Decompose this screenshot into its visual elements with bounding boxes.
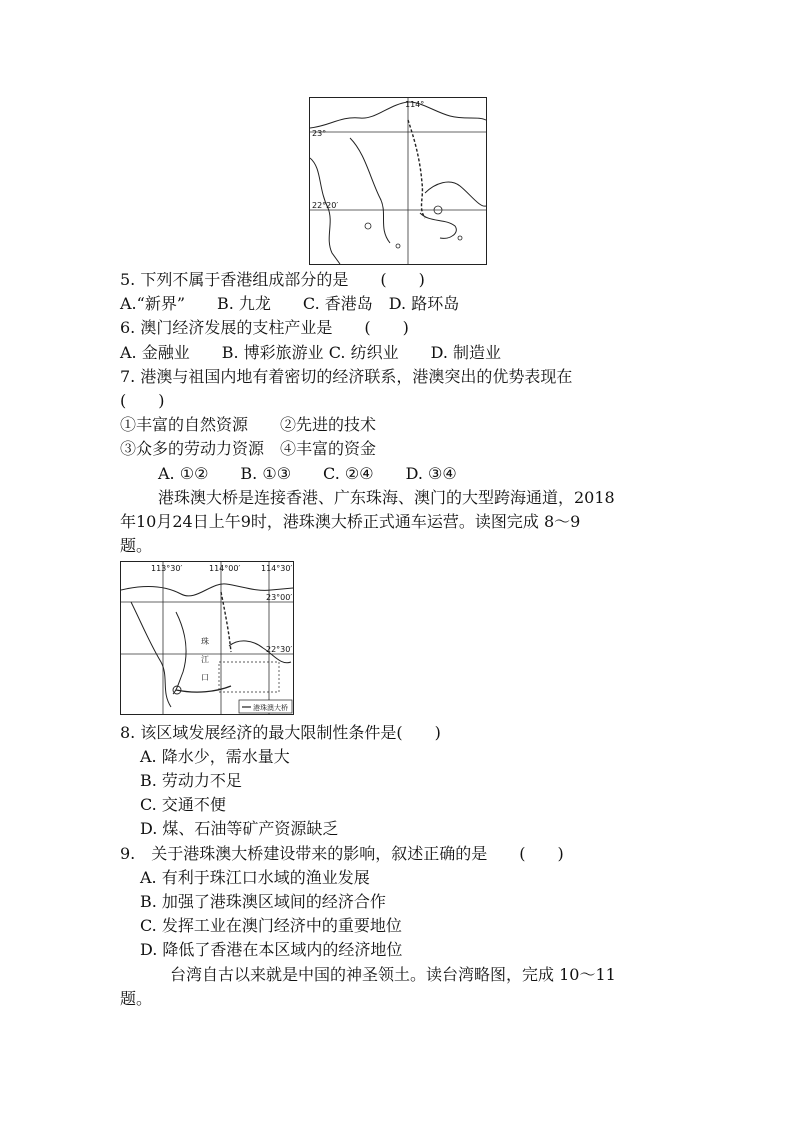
map1-lat-2220: 22°20′: [312, 201, 339, 210]
passage1-line1: 港珠澳大桥是连接香港、广东珠海、澳门的大型跨海通道，2018: [158, 488, 615, 507]
map2-lon-11330: 113°30′: [151, 564, 183, 573]
map2-lat-2230: 22°30′: [266, 645, 293, 654]
q9-option-b: B. 加强了港珠澳区域间的经济合作: [140, 892, 386, 911]
map2-river-char-3: 口: [201, 673, 209, 682]
q5-options: A.“新界” B. 九龙 C. 香港岛 D. 路环岛: [120, 294, 460, 313]
q7-items-2: ③众多的劳动力资源 ④丰富的资金: [120, 439, 377, 458]
q8-option-a: A. 降水少，需水量大: [140, 747, 290, 766]
q5-stem: 5. 下列不属于香港组成部分的是 ( ): [120, 270, 425, 289]
hong-kong-map: [309, 97, 487, 265]
q7-paren: ( ): [120, 391, 165, 410]
q9-stem: 9. 关于港珠澳大桥建设带来的影响，叙述正确的是 ( ): [120, 844, 564, 863]
passage2-line2: 题。: [120, 989, 153, 1008]
q8-stem: 8. 该区域发展经济的最大限制性条件是( ): [120, 723, 441, 742]
q8-option-b: B. 劳动力不足: [140, 771, 242, 790]
q6-stem: 6. 澳门经济发展的支柱产业是 ( ): [120, 318, 409, 337]
map2-lat-2300: 23°00′: [266, 593, 293, 602]
map2-river-char-1: 珠: [201, 637, 209, 646]
map1-lon-114: 114°: [405, 100, 425, 109]
passage1-line3: 题。: [120, 536, 153, 555]
q8-option-c: C. 交通不便: [140, 795, 226, 814]
q9-option-c: C. 发挥工业在澳门经济中的重要地位: [140, 916, 402, 935]
map2-legend-label: 港珠澳大桥: [253, 704, 288, 712]
q6-options: A. 金融业 B. 博彩旅游业 C. 纺织业 D. 制造业: [120, 343, 502, 362]
hong-kong-map-drawing: [310, 98, 486, 264]
map2-lon-11430: 114°30′: [261, 564, 293, 573]
passage1-line2: 年10月24日上午9时，港珠澳大桥正式通车运营。读图完成 8～9: [120, 512, 581, 531]
passage2-line1: 台湾自古以来就是中国的神圣领土。读台湾略图，完成 10～11: [170, 965, 616, 984]
hzmb-map-drawing: [121, 562, 293, 714]
q9-option-d: D. 降低了香港在本区域内的经济地位: [140, 940, 403, 959]
q7-options: A. ①② B. ①③ C. ②④ D. ③④: [158, 464, 457, 483]
q7-stem: 7. 港澳与祖国内地有着密切的经济联系，港澳突出的优势表现在: [120, 367, 573, 386]
map2-lon-11400: 114°00′: [209, 564, 241, 573]
map2-river-char-2: 江: [201, 655, 209, 664]
q9-option-a: A. 有利于珠江口水域的渔业发展: [140, 868, 370, 887]
q7-items-1: ①丰富的自然资源 ②先进的技术: [120, 415, 377, 434]
map1-lat-23: 23°: [312, 129, 327, 138]
q8-option-d: D. 煤、石油等矿产资源缺乏: [140, 819, 339, 838]
hzmb-map: [120, 561, 294, 715]
